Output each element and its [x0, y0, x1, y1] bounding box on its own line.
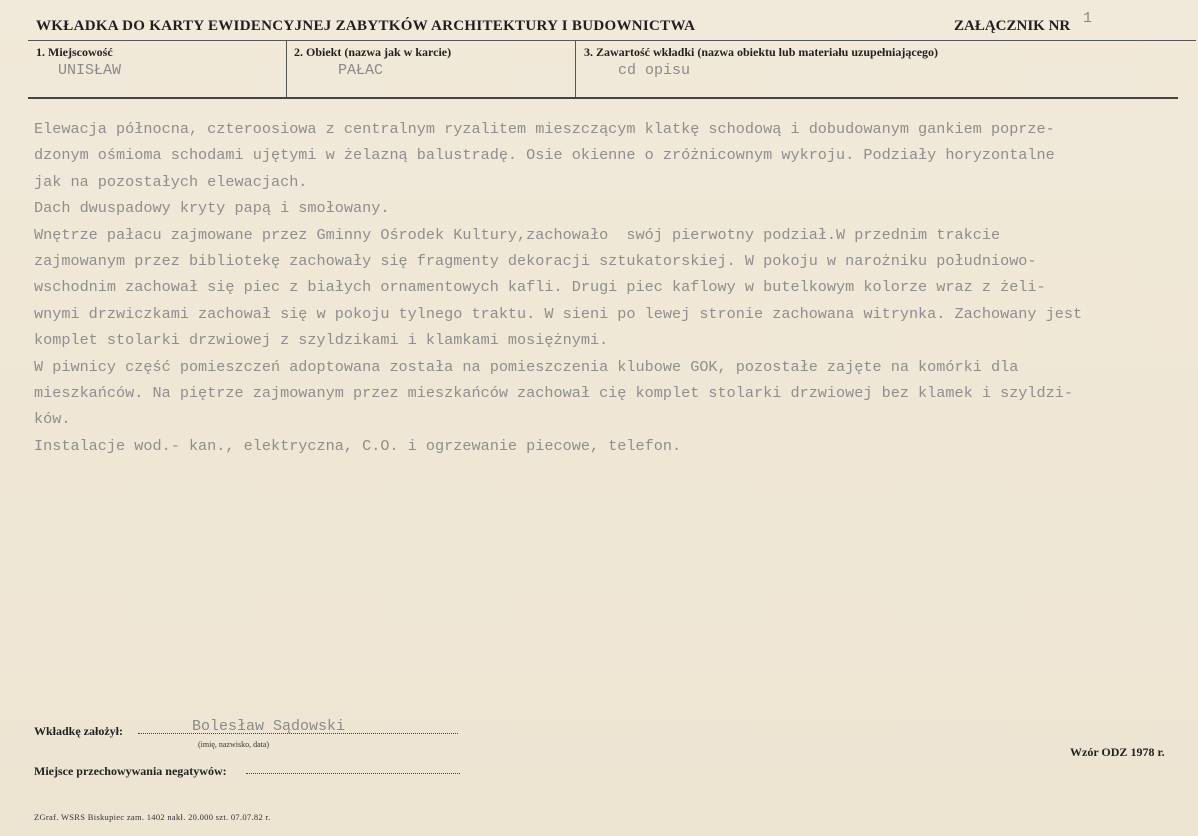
description-line: Wnętrze pałacu zajmowane przez Gminny Ośrodek Kultury,zachowało swój pierwotny podział.W przednim trakcie	[34, 225, 1001, 244]
header-divider	[28, 40, 1196, 41]
fields-divider	[28, 97, 1178, 99]
negatives-label: Miejsce przechowywania negatywów:	[34, 764, 227, 778]
attachment-number: 1	[1083, 10, 1093, 27]
description-line: komplet stolarki drzwiowej z szyldzikami i klamkami mosiężnymi.	[34, 331, 609, 350]
content-value: cd opisu	[618, 62, 691, 79]
author-hint: (imię, nazwisko, data)	[198, 740, 270, 749]
object-value: PAŁAC	[338, 62, 384, 79]
author-label: Wkładkę założył:	[34, 724, 123, 738]
description-line: wnymi drzwiczkami zachował się w pokoju tylnego traktu. W sieni po lewej stronie zachowana witrynka. Zachowany jest	[34, 304, 1083, 323]
description-line: wschodnim zachował się piec z białych ornamentowych kafli. Drugi piec kaflowy w butelkowym kolorze wraz z żeli-	[34, 278, 1046, 297]
locality-label: 1. Miejscowość	[36, 45, 113, 59]
description-line: jak na pozostałych elewacjach.	[34, 172, 308, 191]
description-line: W piwnicy część pomieszczeń adoptowana została na pomieszczenia klubowe GOK, pozostałe zajęte na komórki dla	[34, 357, 1019, 376]
attachment-label: ZAŁĄCZNIK NR	[954, 18, 1071, 34]
description-line: Elewacja północna, czteroosiowa z centralnym ryzalitem mieszczącym klatkę schodową i dobudowanym gankiem poprze-	[34, 120, 1055, 138]
object-label: 2. Obiekt (nazwa jak w karcie)	[294, 45, 452, 59]
description-text	[34, 116, 1194, 459]
field-divider	[286, 40, 287, 98]
description-line: zajmowanym przez bibliotekę zachowały się fragmenty dekoracji sztukatorskiej. W pokoju w narożniku południowo-	[34, 252, 1037, 271]
field-divider	[575, 40, 576, 98]
print-footer: ZGraf. WSRS Biskupiec zam. 1402 nakł. 20.000 szt. 07.07.82 r.	[34, 812, 271, 822]
locality-value: UNISŁAW	[58, 62, 122, 79]
form-title: WKŁADKA DO KARTY EWIDENCYJNEJ ZABYTKÓW ARCHITEKTURY I BUDOWNICTWA	[36, 18, 696, 34]
description-line: ków.	[34, 410, 71, 429]
negatives-dotted-line	[246, 773, 460, 774]
description-line: Dach dwuspadowy kryty papą i smołowany.	[34, 199, 390, 218]
description-line: Instalacje wod.- kan., elektryczna, C.O. i ogrzewanie piecowe, telefon.	[34, 436, 682, 455]
content-label: 3. Zawartość wkładki (nazwa obiektu lub materiału uzupełniającego)	[584, 45, 939, 59]
author-value: Bolesław Sądowski	[192, 718, 346, 735]
description-line: dzonym ośmioma schodami ujętymi w żelazną balustradę. Osie okienne o zróżnicownym wykroju. Podziały horyzontalne	[34, 146, 1055, 165]
description-line: mieszkańców. Na piętrze zajmowanym przez mieszkańców zachował cię komplet stolarki drzwiowej bez klamek i szyldzi-	[34, 384, 1073, 403]
form-template-id: Wzór ODZ 1978 r.	[1070, 745, 1165, 759]
